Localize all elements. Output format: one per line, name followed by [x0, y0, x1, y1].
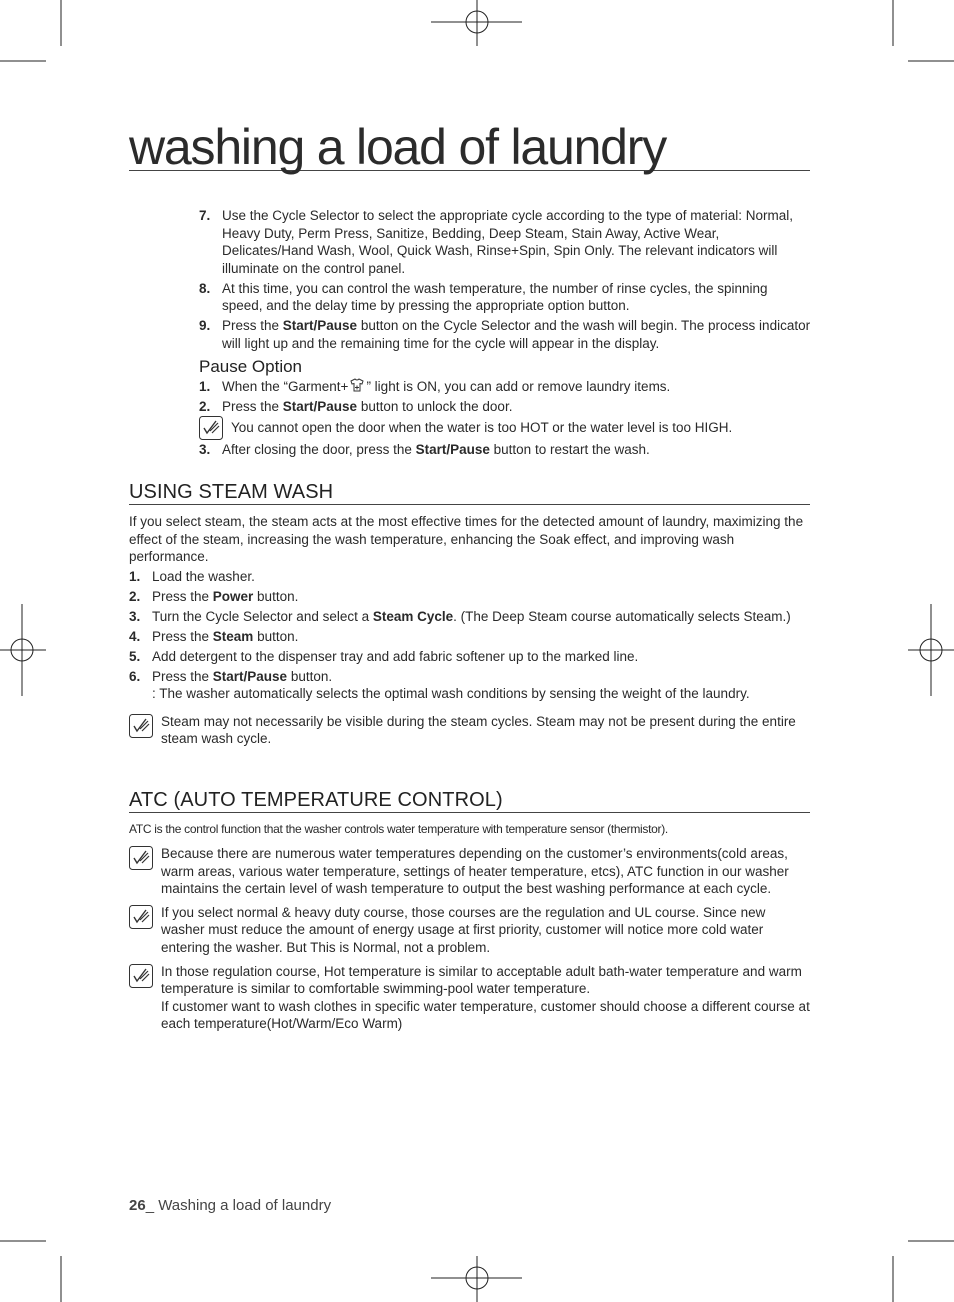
note-text: In those regulation course, Hot temperature is similar to acceptable adult bath-water temperature and warm temperature is similar to comfortable swimming-pool water temperature.: [161, 963, 802, 997]
list-item: [129, 628, 811, 646]
step-number: 6.: [129, 668, 141, 684]
note-text: Because there are numerous water temperatures depending on the customer’s environments(cold areas, warm areas, various water temperature, settings of heater temperature, etcs), ATC function in our washer maintains the certain level of wash temperature to output the best washing performance at each cycle.: [161, 846, 789, 897]
step-text: At this time, you can control the wash temperature, the number of rinse cycles, the spinning speed, and the delay time by pressing the appropriate option button.: [222, 280, 768, 314]
step-number: 4.: [129, 628, 141, 644]
atc-block: [129, 821, 811, 1033]
pause-steps-list: [199, 378, 811, 416]
button-name: Steam: [212, 628, 254, 644]
list-item: [199, 378, 811, 396]
pause-option-heading: Pause Option: [199, 356, 303, 376]
button-name: Power: [212, 588, 254, 604]
step-number: 7.: [199, 208, 211, 223]
step-number: 5.: [129, 648, 141, 664]
note: [199, 419, 811, 437]
step-text: . (The Deep Steam course automatically selects Steam.): [453, 608, 791, 624]
garment-plus-icon: [348, 378, 366, 393]
note: [129, 713, 811, 748]
step-number: 3.: [199, 441, 211, 457]
step-text: Load the washer.: [152, 568, 255, 584]
list-item: [129, 608, 811, 626]
step-number: 8.: [199, 280, 211, 296]
step-text: button to restart the wash.: [489, 441, 650, 457]
note-icon: [129, 964, 153, 988]
step-number: 2.: [129, 588, 141, 604]
step-text: Press the: [152, 588, 213, 604]
step-text: button to unlock the door.: [357, 398, 513, 414]
note: [129, 963, 811, 1033]
step-number: 2.: [199, 398, 211, 414]
list-item: [199, 207, 811, 277]
page-title: washing a load of laundry: [129, 118, 810, 171]
atc-heading: ATC (AUTO TEMPERATURE CONTROL): [129, 788, 810, 813]
note-icon: [199, 416, 223, 440]
steam-wash-block: [129, 513, 811, 748]
step-text: ” light is ON, you can add or remove laundry items.: [366, 378, 671, 394]
step-text: Press the: [222, 398, 283, 414]
footer-label: _ Washing a load of laundry: [145, 1197, 332, 1214]
cycle-steps-block: [199, 207, 811, 461]
list-item: [199, 280, 811, 315]
button-name: Start/Pause: [212, 668, 288, 684]
note-icon: [129, 905, 153, 929]
note: [129, 845, 811, 898]
note-text: Steam may not necessarily be visible during the steam cycles. Steam may not be present during the entire steam wash cycle.: [161, 713, 796, 747]
step-text: Turn the Cycle Selector and select a: [152, 608, 373, 624]
step-text: Press the: [152, 668, 213, 684]
list-item: [129, 568, 811, 586]
step-text: Use the Cycle Selector to select the appropriate cycle according to the type of material: Normal, Heavy Duty, Perm Press, Sanitize, Bedding, Deep Steam, Stain Away, Active Wear, Delicates/Hand Wash, Wool, Quick Wash, Rinse+Spin, Spin Only. The relevant indicators will illuminate on the control panel.: [222, 208, 794, 276]
note-text: You cannot open the door when the water is too HOT or the water level is too HIGH.: [231, 420, 733, 436]
steam-steps-list: [129, 568, 811, 703]
step-text: Press the: [152, 628, 213, 644]
pause-steps-list-cont: [199, 441, 811, 459]
step-text: Add detergent to the dispenser tray and add fabric softener up to the marked line.: [152, 648, 639, 664]
step-number: 9.: [199, 318, 211, 334]
list-item: [199, 441, 811, 459]
step-number: 1.: [199, 378, 211, 394]
note-icon: [129, 846, 153, 870]
steam-wash-heading: USING STEAM WASH: [129, 480, 810, 505]
list-item: [129, 588, 811, 606]
step-text: After closing the door, press the: [222, 441, 416, 457]
page-number: 26: [129, 1197, 146, 1214]
step-detail: : The washer automatically selects the optimal wash conditions by sensing the weight of the laundry.: [152, 686, 750, 702]
atc-intro: ATC is the control function that the washer controls water temperature with temperature sensor (thermistor).: [129, 822, 668, 836]
step-text: When the “Garment+: [222, 378, 349, 394]
button-name: Start/Pause: [282, 398, 358, 414]
button-name: Start/Pause: [415, 441, 490, 457]
list-item: [129, 648, 811, 666]
list-item: [129, 668, 811, 703]
note-text: If you select normal & heavy duty course, those courses are the regulation and UL course. Since new washer must reduce the amount of energy usage at first priority, customer will notice more cold water entering the washer. But This is Normal, not a problem.: [161, 904, 766, 955]
button-name: Steam Cycle: [372, 608, 454, 624]
step-text: button.: [253, 628, 299, 644]
list-item: [199, 398, 811, 416]
button-name: Start/Pause: [282, 318, 358, 334]
page-footer: [129, 1197, 331, 1214]
step-text: button.: [253, 588, 299, 604]
step-number: 3.: [129, 608, 141, 624]
steam-wash-intro: If you select steam, the steam acts at the most effective times for the detected amount of laundry, maximizing the effect of the steam, increasing the wash temperature, enhancing the Soak effect, and improving wash performance.: [129, 514, 804, 565]
note-text: If customer want to wash clothes in specific water temperature, customer should choose a different course at each temperature(Hot/Warm/Eco Warm): [161, 998, 810, 1032]
step-number: 1.: [129, 568, 141, 584]
step-text: Press the: [222, 318, 283, 334]
list-item: [199, 317, 811, 352]
step-text: button.: [287, 668, 333, 684]
step-text: button on the Cycle Selector and the wash will begin. The process indicator will light up and the remaining time for the cycle will appear in the display.: [222, 318, 811, 351]
note-icon: [129, 714, 153, 738]
cycle-steps-list: [199, 207, 811, 353]
note: [129, 904, 811, 957]
